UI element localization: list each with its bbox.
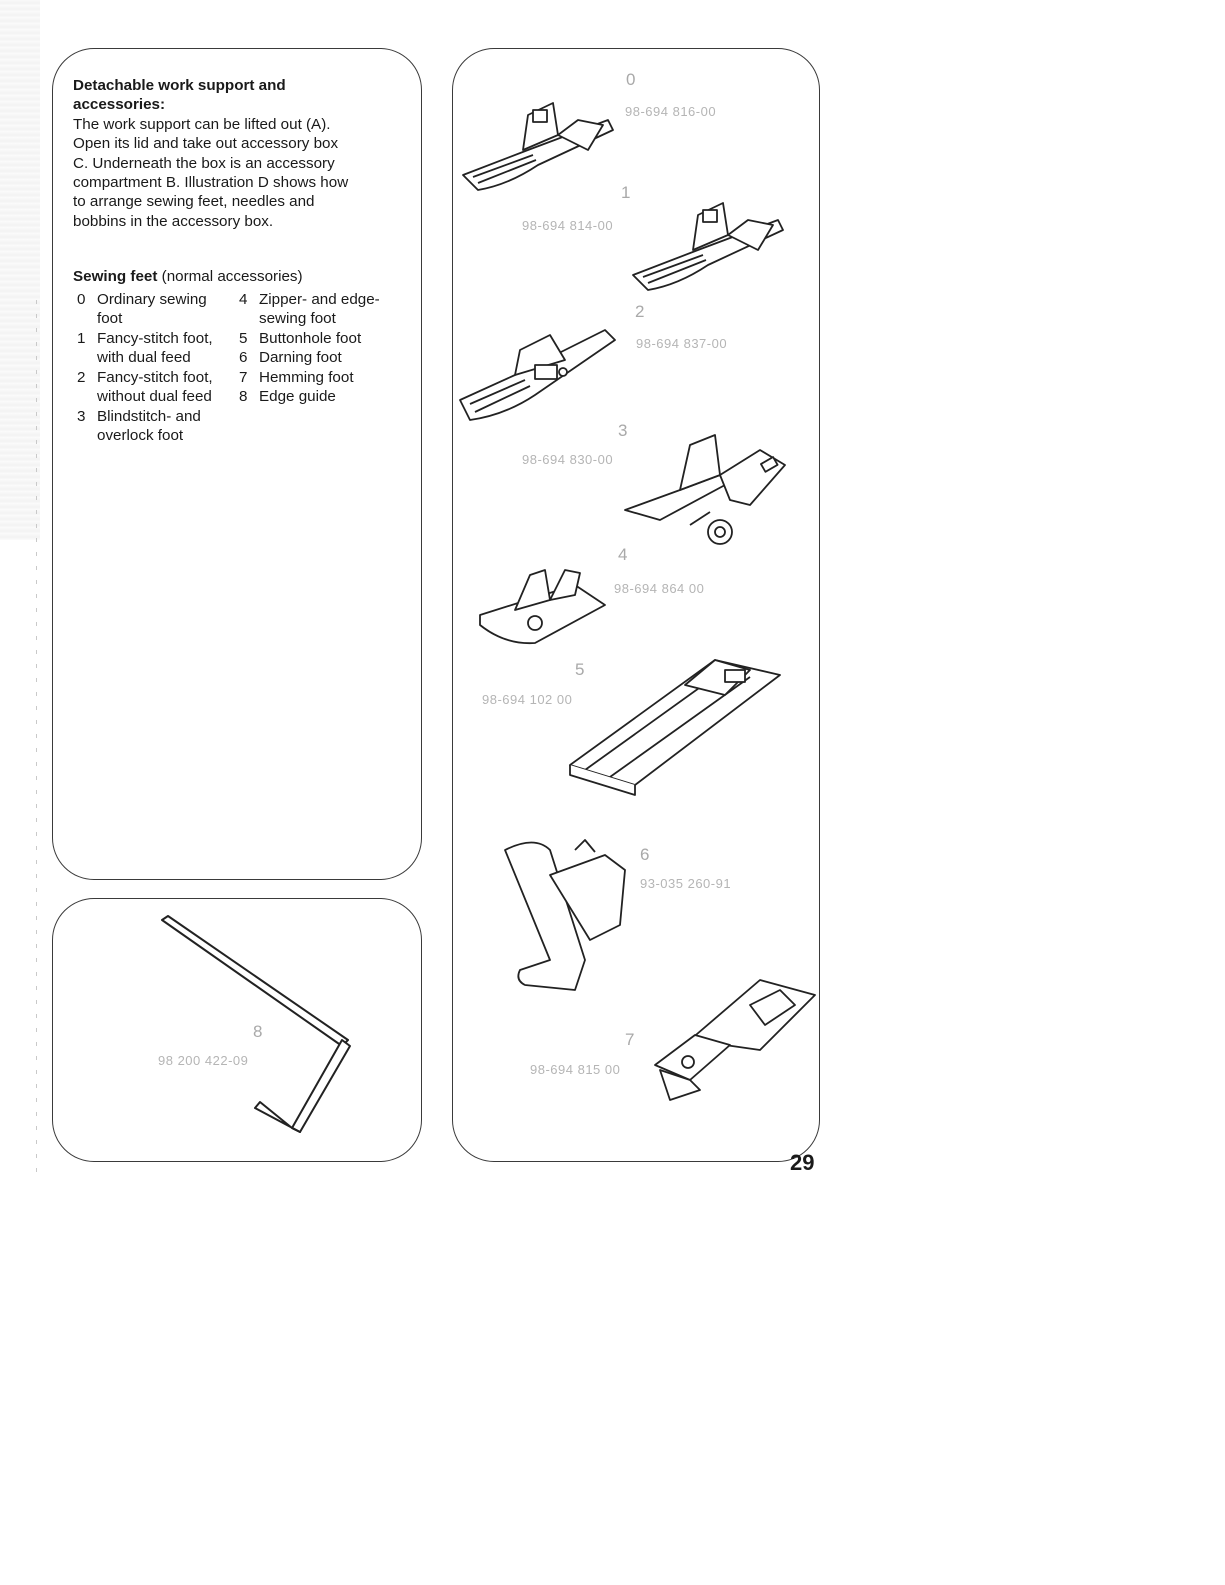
illus-number: 1 [621,183,631,202]
foot-num: 7 [239,369,248,386]
foot-label: Darning foot [259,349,342,366]
foot-label: Buttonhole foot [259,330,362,347]
foot-3-illustration [620,430,790,555]
dotted-margin [36,300,37,1180]
foot-label: Blindstitch- and [97,408,201,425]
intro-body-line: compartment B. Illustration D shows how [73,174,349,192]
sewing-feet-title [73,268,303,285]
illus-number: 7 [625,1030,635,1049]
foot-num: 3 [77,408,86,425]
illus-number: 4 [618,545,628,564]
illus-number: 8 [253,1022,263,1041]
sewing-feet-title-bold: Sewing feet [73,268,158,285]
foot-1-illustration [628,195,788,300]
page-number: 29 [790,1150,815,1175]
sewing-feet-title-rest: (normal accessories) [161,268,303,285]
foot-num: 4 [239,291,248,308]
foot-0-illustration [458,95,618,200]
foot-num: 0 [77,291,86,308]
foot-label: Ordinary sewing [97,291,207,308]
intro-heading-line1: Detachable work support and [73,77,286,94]
foot-label-2: overlock foot [97,427,184,444]
part-number: 98-694 864 00 [614,581,705,596]
foot-6-illustration [495,830,635,1005]
part-number: 98-694 816-00 [625,104,717,119]
foot-4-illustration [475,565,615,650]
intro-heading-line2: accessories: [73,96,166,114]
part-number: 98-694 815 00 [530,1062,621,1077]
foot-label-2: foot [97,310,123,327]
foot-label: Hemming foot [259,369,354,386]
foot-num: 8 [239,388,248,405]
foot-label-2: with dual feed [97,349,191,366]
intro-body-line: Open its lid and take out accessory box [73,135,339,153]
illus-number: 6 [640,845,650,864]
intro-body-line: The work support can be lifted out (A). [73,115,331,133]
foot-num: 5 [239,330,248,347]
part-number: 98-694 830-00 [522,452,614,467]
foot-num: 1 [77,330,86,347]
intro-body-line: bobbins in the accessory box. [73,212,274,230]
foot-label: Edge guide [259,388,336,405]
foot-num: 2 [77,369,86,386]
foot-5-illustration [565,645,785,805]
foot-label: Fancy-stitch foot, [97,369,213,386]
intro-body-line: to arrange sewing feet, needles and [73,193,315,211]
foot-label: Fancy-stitch foot, [97,330,213,347]
part-number: 93-035 260-91 [640,876,732,891]
illus-number: 5 [575,660,585,679]
foot-num: 6 [239,349,248,366]
illus-number: 3 [618,421,628,440]
intro-body-line: C. Underneath the box is an accessory [73,154,335,172]
part-number: 98-694 814-00 [522,218,614,233]
illus-number: 0 [626,70,636,89]
part-number: 98-694 837-00 [636,336,728,351]
foot-label-2: without dual feed [97,388,212,405]
foot-7-illustration [650,970,820,1105]
foot-2-illustration [455,320,625,430]
foot-label: Zipper- and edge- [259,291,380,308]
intro-section [73,76,413,231]
part-number: 98 200 422-09 [158,1053,249,1068]
scan-edge-artifact [0,0,40,540]
part-number: 98-694 102 00 [482,692,573,707]
illus-number: 2 [635,302,645,321]
foot-label-2: sewing foot [259,310,336,327]
